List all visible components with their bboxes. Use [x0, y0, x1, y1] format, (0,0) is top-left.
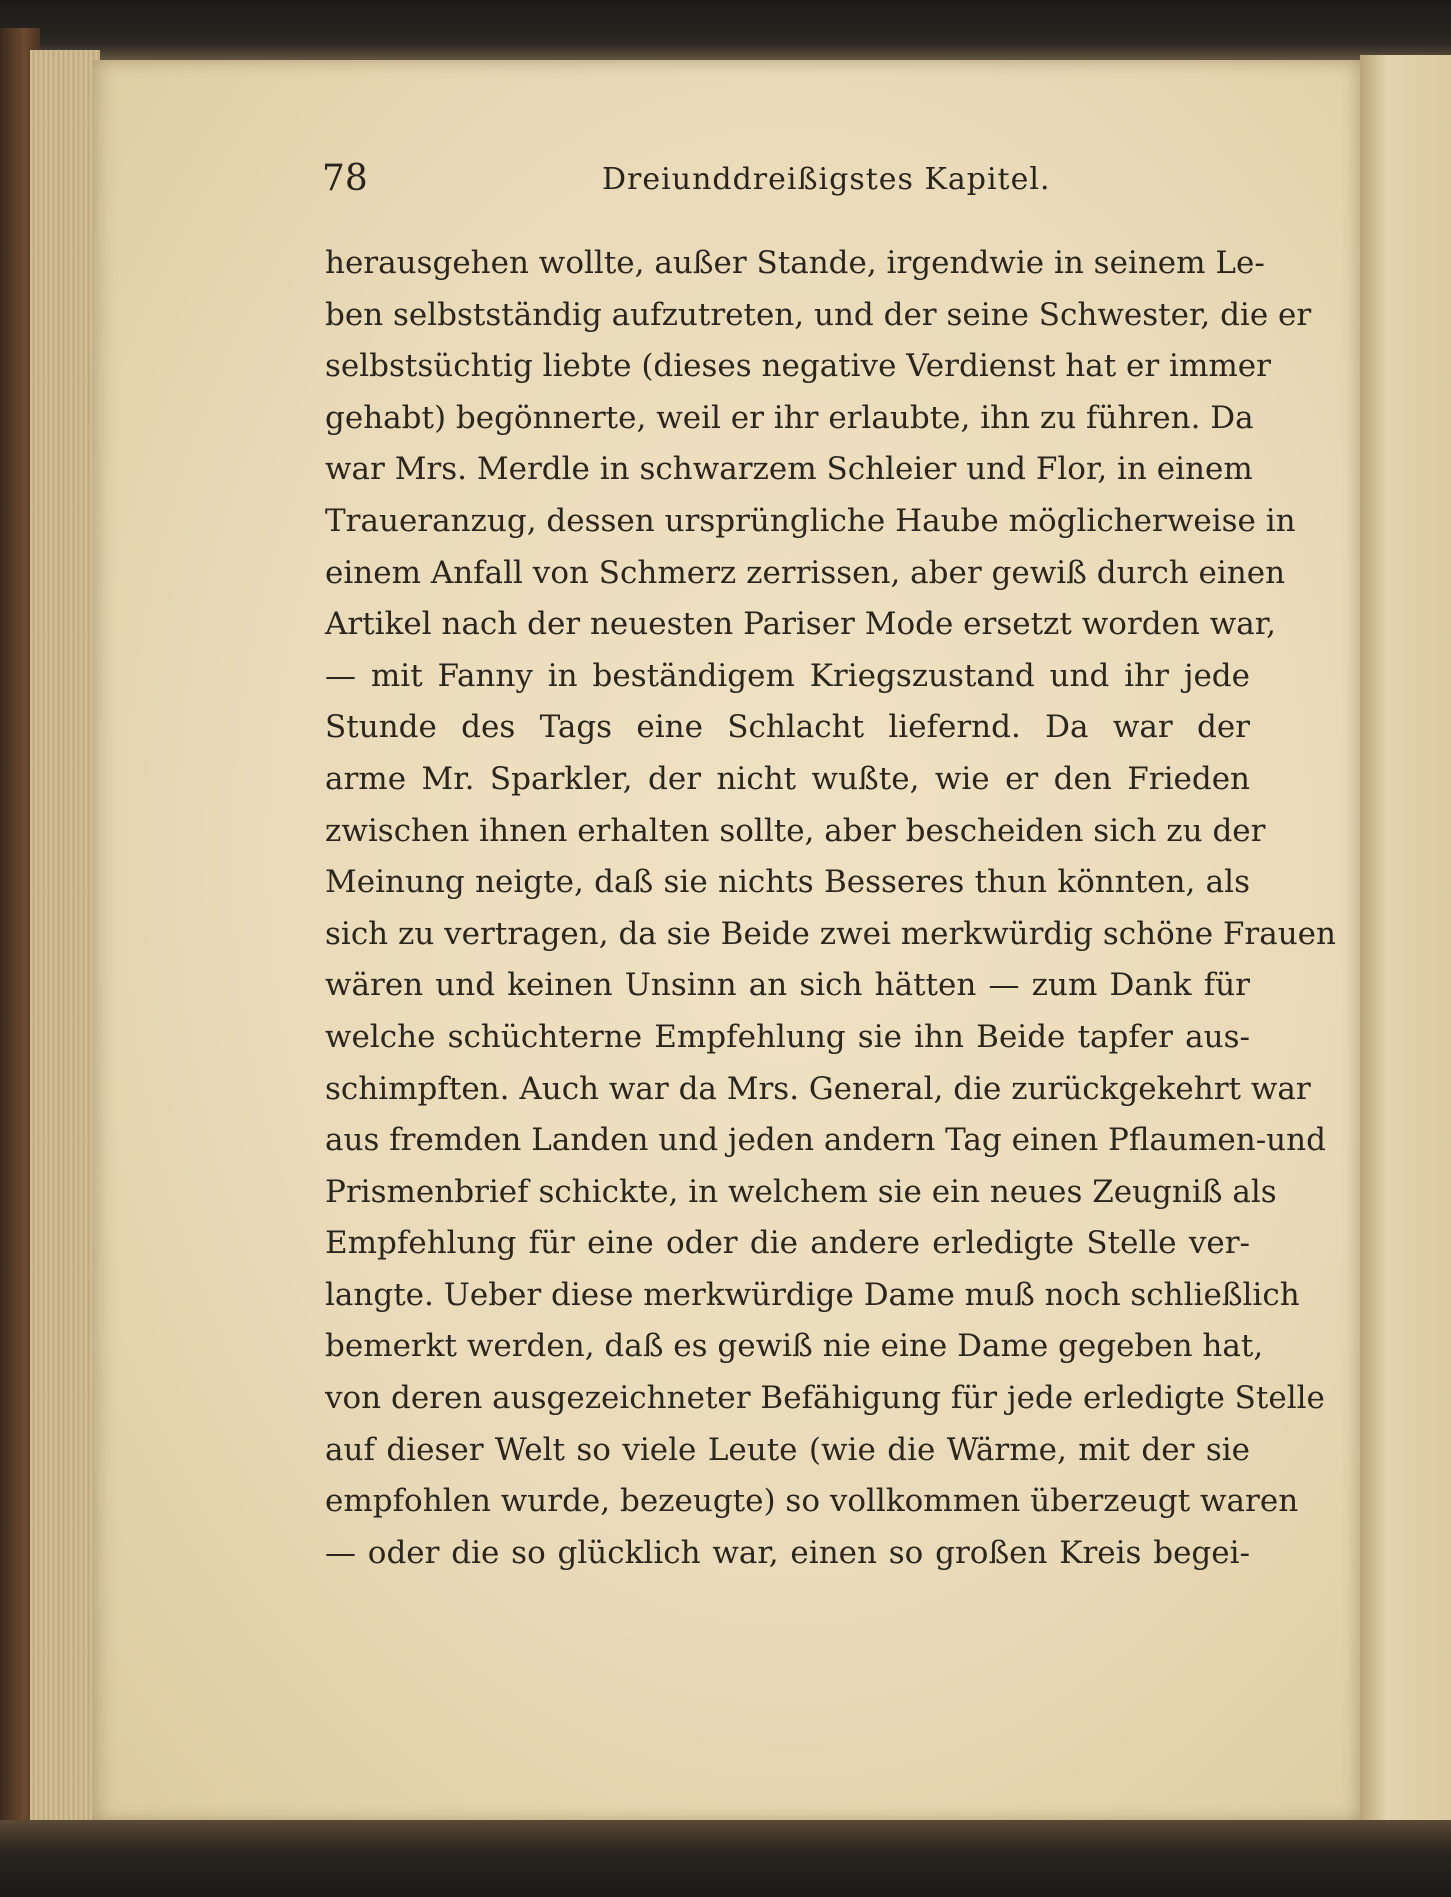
- text-line: Stunde des Tags eine Schlacht liefernd. Da war der: [325, 709, 1250, 746]
- page-number: 78: [322, 158, 368, 199]
- text-line: selbstsüchtig liebte (dieses negative Verdienst hat er immer: [325, 348, 1271, 385]
- text-line: Artikel nach der neuesten Pariser Mode ersetzt worden war,: [325, 606, 1277, 643]
- running-head: Dreiunddreißigstes Kapitel.: [602, 162, 1051, 197]
- facing-page-edge: [1360, 55, 1451, 1825]
- text-line: sich zu vertragen, da sie Beide zwei merkwürdig schöne Frauen: [325, 915, 1336, 952]
- text-line: — mit Fanny in beständigem Kriegszustand und ihr jede: [325, 657, 1250, 694]
- text-line: welche schüchterne Empfehlung sie ihn Beide tapfer aus-: [325, 1018, 1250, 1055]
- text-line: schimpften. Auch war da Mrs. General, die zurückgekehrt war: [325, 1070, 1311, 1107]
- page-stack-edges: [30, 50, 100, 1820]
- text-line: ben selbstständig aufzutreten, und der seine Schwester, die er: [325, 296, 1312, 333]
- text-line: — oder die so glücklich war, einen so großen Kreis begei-: [325, 1534, 1250, 1571]
- text-line: einem Anfall von Schmerz zerrissen, aber gewiß durch einen: [325, 554, 1286, 591]
- body-text: [325, 238, 1336, 1579]
- text-line: arme Mr. Sparkler, der nicht wußte, wie er den Frieden: [325, 760, 1250, 797]
- text-line: auf dieser Welt so viele Leute (wie die Wärme, mit der sie: [325, 1431, 1250, 1468]
- text-line: Prismenbrief schickte, in welchem sie ein neues Zeugniß als: [325, 1173, 1277, 1210]
- text-line: war Mrs. Merdle in schwarzem Schleier und Flor, in einem: [325, 451, 1253, 488]
- text-line: herausgehen wollte, außer Stande, irgendwie in seinem Le-: [325, 245, 1265, 281]
- top-binding-edge: [0, 0, 1451, 62]
- text-line: Meinung neigte, daß sie nichts Besseres thun könnten, als: [325, 864, 1250, 901]
- text-line: langte. Ueber diese merkwürdige Dame muß noch schließlich: [325, 1276, 1300, 1313]
- text-line: bemerkt werden, daß es gewiß nie eine Dame gegeben hat,: [325, 1328, 1264, 1365]
- text-line: wären und keinen Unsinn an sich hätten — zum Dank für: [325, 967, 1250, 1004]
- text-line: von deren ausgezeichneter Befähigung für jede erledigte Stelle: [325, 1380, 1325, 1417]
- text-line: empfohlen wurde, bezeugte) so vollkommen überzeugt waren: [325, 1483, 1299, 1520]
- bottom-binding-edge: [0, 1820, 1451, 1897]
- text-line: aus fremden Landen und jeden andern Tag einen Pflaumen-und: [325, 1122, 1326, 1159]
- text-line: Traueranzug, dessen ursprüngliche Haube möglicherweise in: [325, 502, 1296, 539]
- text-line: gehabt) begönnerte, weil er ihr erlaubte, ihn zu führen. Da: [325, 399, 1254, 436]
- page-header: [322, 158, 1254, 208]
- text-line: Empfehlung für eine oder die andere erledigte Stelle ver-: [325, 1225, 1250, 1262]
- text-line: zwischen ihnen erhalten sollte, aber bescheiden sich zu der: [325, 812, 1266, 849]
